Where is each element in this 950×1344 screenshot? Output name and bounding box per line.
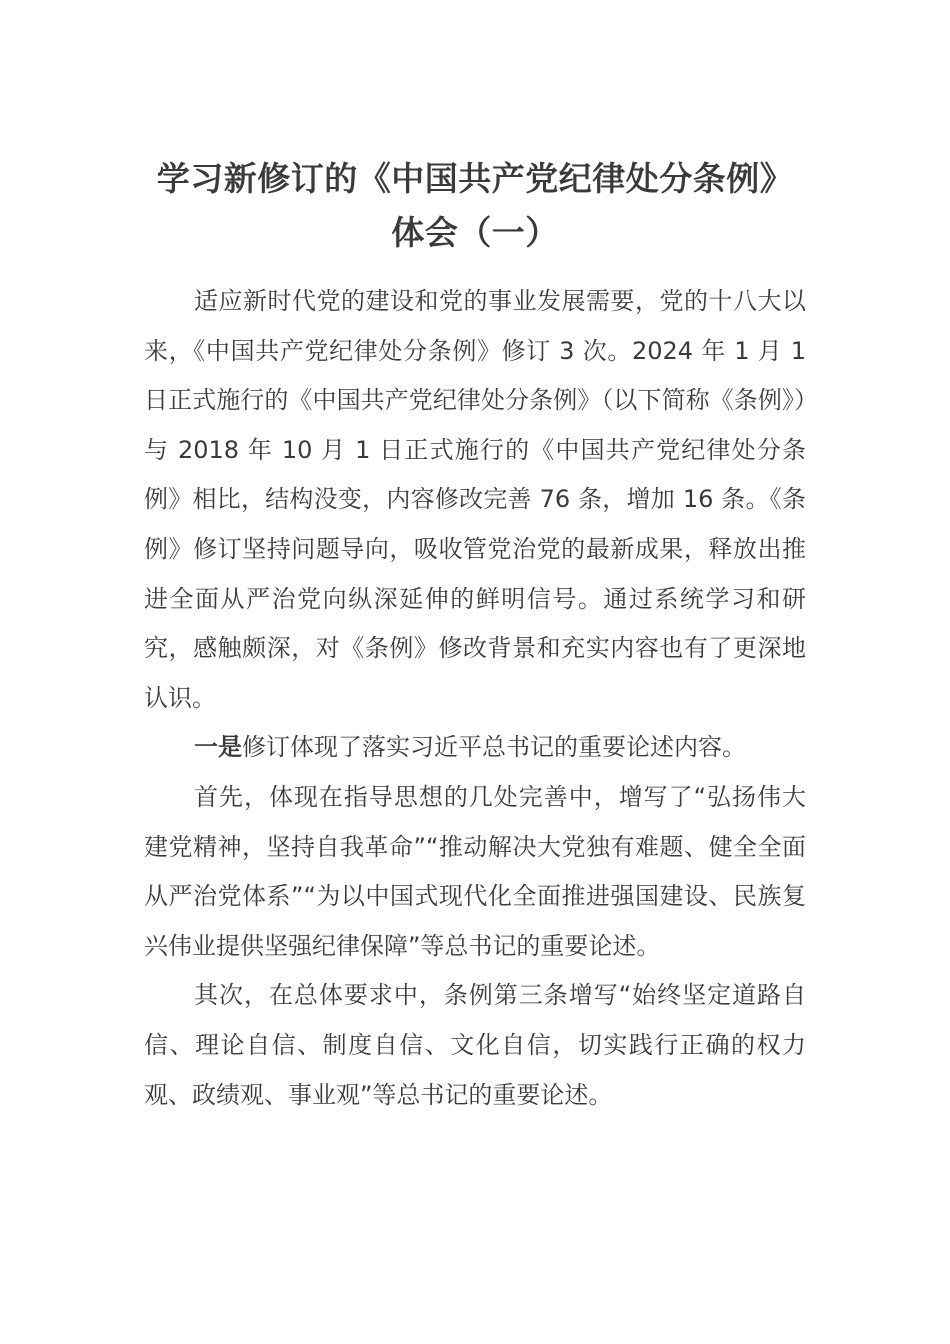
paragraph-text: 修订体现了落实习近平总书记的重要论述内容。 bbox=[242, 733, 746, 762]
paragraph-lead: 一是 bbox=[194, 733, 242, 762]
title-line-2: 体会（一） bbox=[391, 213, 559, 252]
paragraph-point-one bbox=[144, 723, 806, 773]
paragraph-first bbox=[144, 773, 806, 971]
paragraph-intro bbox=[144, 277, 806, 723]
paragraph-text: 适应新时代党的建设和党的事业发展需要，党的十八大以来，《中国共产党纪律处分条例》修订 3 次。2024 年 1 月 1 日正式施行的《中国共产党纪律处分条例》（以下简称《条例》）与 2018 年 10 月 1 日正式施行的《中国共产党纪律处分条例》相比，结构没变，内容修改完善 76 条，增加 16 条。《条例》修订坚持问题导向，吸收管党治党的最新成果，释放出推进全面从严治党向纵深延伸的鲜明信号。通过系统学习和研究，感触颇深，对《条例》修改背景和充实内容也有了更深地认识。 bbox=[144, 287, 806, 712]
document-title bbox=[120, 152, 830, 260]
paragraph-text: 其次，在总体要求中，条例第三条增写“始终坚定道路自信、理论自信、制度自信、文化自信，切实践行正确的权力观、政绩观、事业观”等总书记的重要论述。 bbox=[144, 981, 806, 1109]
paragraph-text: 首先，体现在指导思想的几处完善中，增写了“弘扬伟大建党精神，坚持自我革命”“推动解决大党独有难题、健全全面从严治党体系”“为以中国式现代化全面推进强国建设、民族复兴伟业提供坚强纪律保障”等总书记的重要论述。 bbox=[144, 782, 806, 960]
title-line-1: 学习新修订的《中国共产党纪律处分条例》 bbox=[156, 159, 794, 198]
paragraph-second bbox=[144, 971, 806, 1120]
document-body bbox=[144, 277, 806, 1120]
